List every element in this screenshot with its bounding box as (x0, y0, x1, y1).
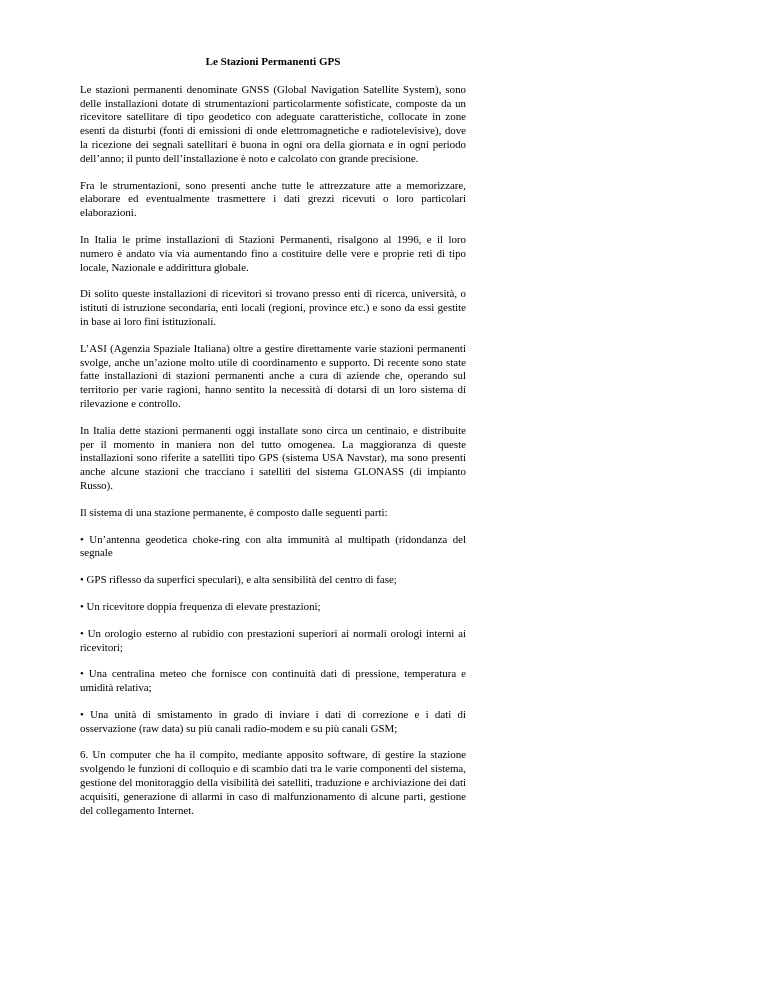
list-item-weather-station: • Una centralina meteo che fornisce con continuità dati di pressione, temperatura e umidità relativa; (80, 668, 466, 695)
paragraph-locations: Di solito queste installazioni di ricevitori si trovano presso enti di ricerca, università, o istituti di istruzione secondaria, enti locali (regioni, province etc.) e sono da essi gestite in base ai loro fini istituzionali. (80, 288, 466, 328)
document-title: Le Stazioni Permanenti GPS (205, 56, 341, 68)
list-item-receiver: • Un ricevitore doppia frequenza di elevate prestazioni; (80, 600, 321, 613)
list-item-gps-reflection: • GPS riflesso da superfici speculari), e alta sensibilità del centro di fase; (80, 574, 397, 587)
document-page (80, 56, 466, 831)
list-item-clock: • Un orologio esterno al rubidio con prestazioni superiori ai normali orologi interni ai ricevitori; (80, 627, 466, 654)
paragraph-history: In Italia le prime installazioni di Stazioni Permanenti, risalgono al 1996, e il loro numero è andato via via aumentando fino a costituire delle vere e proprie reti di tipo locale, Nazionale e addirittura globale. (80, 233, 466, 274)
paragraph-system-intro: Il sistema di una stazione permanente, è composto dalle seguenti parti: (80, 506, 388, 519)
paragraph-intro: Le stazioni permanenti denominate GNSS (Global Navigation Satellite System), sono delle installazioni dotate di strumentazioni particolarmente sofisticate, composte da un ricevitore satellitare di tipo geodetico con adeguate caratteristiche, collocate in zone esenti da disturbi (fonti di emissioni di onde elettromagnetiche e radiotelevisive), dove la ricezione dei segnali satellitari è buona in ogni ora della giornata e in ogni periodo dell’anno; il punto dell’installazione è noto e calcolato con grande precisione. (80, 83, 466, 165)
paragraph-asi: L’ASI (Agenzia Spaziale Italiana) oltre a gestire direttamente varie stazioni permanenti svolge, anche un’azione molto utile di coordinamento e supporto. Di recente sono state fatte installazioni di stazioni permanenti anche a cura di aziende che, operando sul territorio per varie ragioni, hanno sentito la necessità di dotarsi di un loro sistema di rilevazione e controllo. (80, 342, 466, 410)
paragraph-italy-count: In Italia dette stazioni permanenti oggi installate sono circa un centinaio, e distribuite per il momento in maniera non del tutto omogenea. La maggioranza di queste installazioni sono riferite a satelliti tipo GPS (sistema USA Navstar), ma sono presenti anche alcune stazioni che tracciano i satelliti del sistema GLONASS (di impianto Russo). (80, 424, 466, 492)
list-item-dispatch-unit: • Una unità di smistamento in grado di inviare i dati di correzione e i dati di osservazione (raw data) su più canali radio-modem e su più canali GSM; (80, 708, 466, 735)
list-item-computer: 6. Un computer che ha il compito, mediante apposito software, di gestire la stazione svolgendo le funzioni di colloquio e di scambio dati tra le varie componenti del sistema, gestione del monitoraggio della visibilità dei satelliti, traduzione e archiviazione dei dati acquisiti, generazione di allarmi in caso di malfunzionamento di alcune parti, gestione del collegamento Internet. (80, 749, 466, 817)
list-item-antenna: • Un’antenna geodetica choke-ring con alta immunità al multipath (ridondanza del segnale (80, 533, 466, 560)
paragraph-equipment: Fra le strumentazioni, sono presenti anche tutte le attrezzature atte a memorizzare, elaborare ed eventualmente trasmettere i dati grezzi ricevuti o loro particolari elaborazioni. (80, 179, 466, 220)
